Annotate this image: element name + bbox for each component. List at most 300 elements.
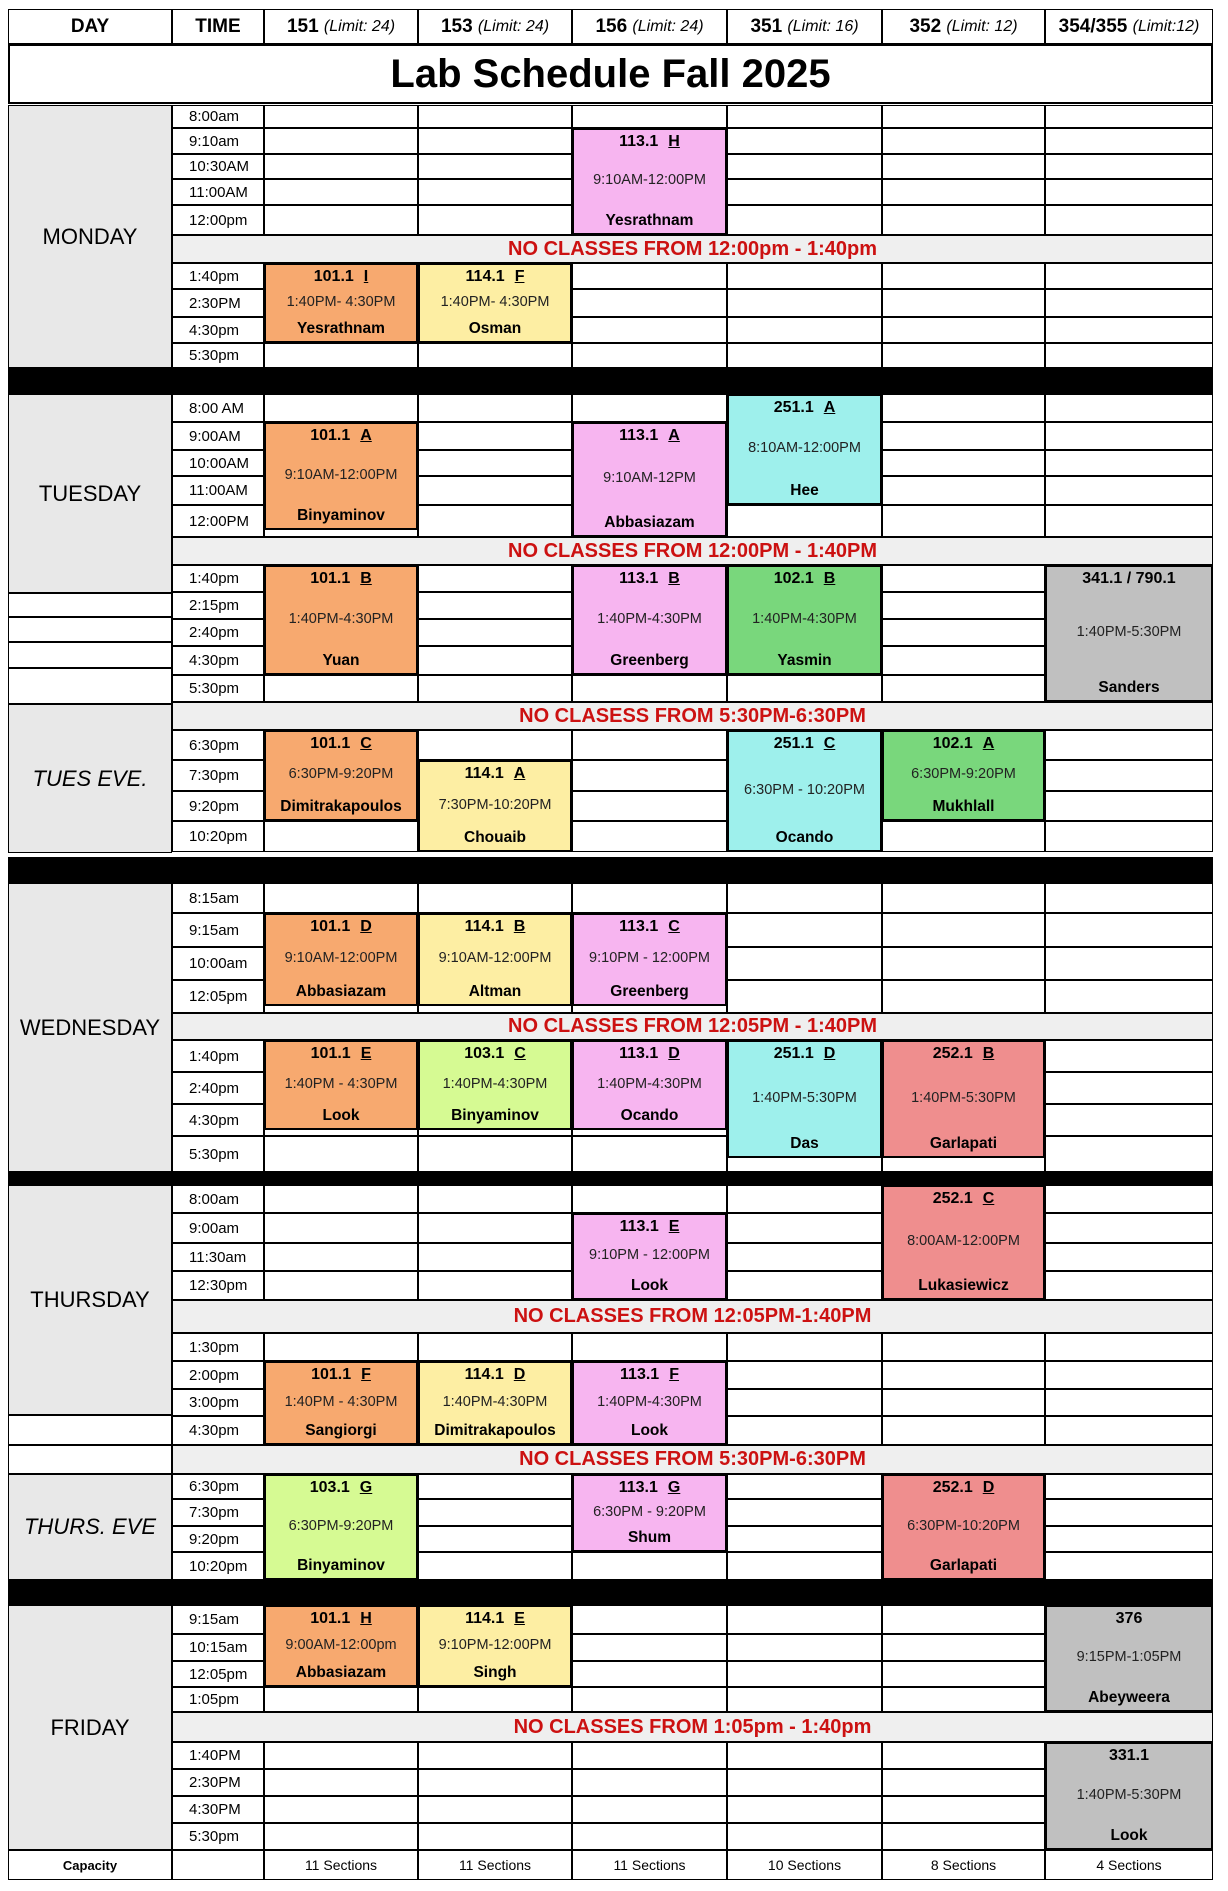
empty-slot[interactable] <box>1045 980 1213 1013</box>
empty-slot[interactable] <box>882 1605 1045 1634</box>
empty-slot[interactable] <box>882 1634 1045 1661</box>
class-block-tue-151-pm[interactable] <box>264 565 418 675</box>
class-block-fri-151[interactable] <box>264 1605 418 1687</box>
class-block-tue-351-pm[interactable] <box>727 565 882 675</box>
empty-slot[interactable] <box>572 263 727 289</box>
empty-slot[interactable] <box>727 1185 882 1213</box>
empty-slot[interactable] <box>572 1552 727 1580</box>
empty-slot[interactable] <box>264 343 418 368</box>
class-time: 9:10AM-12:00PM <box>593 172 706 189</box>
class-block-fri-354-am[interactable] <box>1045 1605 1213 1712</box>
empty-slot[interactable] <box>727 1271 882 1300</box>
empty-slot[interactable] <box>882 565 1045 592</box>
class-block-mon-151[interactable] <box>264 263 418 343</box>
empty-slot[interactable] <box>418 505 572 537</box>
empty-slot[interactable] <box>727 1389 882 1416</box>
empty-slot[interactable] <box>882 476 1045 505</box>
empty-slot[interactable] <box>727 1416 882 1445</box>
empty-slot[interactable] <box>882 980 1045 1013</box>
empty-slot[interactable] <box>264 883 418 913</box>
empty-slot[interactable] <box>264 1243 418 1271</box>
empty-slot[interactable] <box>418 105 572 128</box>
room-number: 151 <box>286 15 319 37</box>
empty-slot[interactable] <box>418 883 572 913</box>
empty-slot[interactable] <box>418 394 572 422</box>
class-block-wed-153-am[interactable] <box>418 913 572 1006</box>
class-time: 9:10AM-12:00PM <box>284 466 398 483</box>
time-label: 11:00AM <box>189 183 248 201</box>
empty-slot[interactable] <box>882 205 1045 235</box>
empty-slot[interactable] <box>727 675 882 702</box>
day-label-text: THURS. EVE <box>23 1514 157 1539</box>
instructor-name: Abbasiazam <box>295 982 387 1000</box>
empty-slot[interactable] <box>264 1796 418 1823</box>
empty-slot[interactable] <box>572 791 727 821</box>
empty-slot[interactable] <box>882 154 1045 179</box>
class-time: 1:40PM-4:30PM <box>752 610 857 627</box>
time-label: 9:00am <box>189 1219 240 1237</box>
time-slot-thurs_eve <box>172 1526 264 1552</box>
course-number: 101.1 <box>313 268 354 285</box>
empty-slot[interactable] <box>572 343 727 368</box>
empty-slot[interactable] <box>264 1742 418 1769</box>
instructor-name: Look <box>630 1421 669 1439</box>
time-slot-monday <box>172 317 264 343</box>
empty-slot[interactable] <box>727 289 882 317</box>
empty-slot[interactable] <box>418 1823 572 1850</box>
empty-slot[interactable] <box>1045 343 1213 368</box>
class-block-wed-156-pm[interactable] <box>572 1040 727 1130</box>
empty-slot[interactable] <box>727 1823 882 1850</box>
empty-slot[interactable] <box>882 1661 1045 1687</box>
empty-slot[interactable] <box>418 1136 572 1172</box>
time-slot-wednesday <box>172 980 264 1013</box>
empty-slot[interactable] <box>727 1661 882 1687</box>
empty-slot[interactable] <box>1045 1072 1213 1104</box>
empty-slot[interactable] <box>418 1271 572 1300</box>
time-label: 9:15am <box>189 921 240 939</box>
empty-slot[interactable] <box>727 205 882 235</box>
empty-slot[interactable] <box>572 1823 727 1850</box>
empty-slot[interactable] <box>1045 1499 1213 1526</box>
empty-slot[interactable] <box>882 646 1045 675</box>
instructor-name: Dimitrakapoulos <box>434 1421 556 1439</box>
class-time: 6:30PM - 9:20PM <box>593 1503 706 1520</box>
empty-slot[interactable] <box>1045 913 1213 947</box>
empty-slot[interactable] <box>264 179 418 205</box>
section-letter: D <box>668 1045 680 1062</box>
empty-slot[interactable] <box>882 422 1045 450</box>
header-time <box>172 9 264 44</box>
empty-slot[interactable] <box>882 1796 1045 1823</box>
empty-slot[interactable] <box>418 205 572 235</box>
empty-slot[interactable] <box>418 619 572 646</box>
empty-slot[interactable] <box>572 1185 727 1213</box>
empty-slot[interactable] <box>572 1769 727 1796</box>
empty-slot[interactable] <box>882 179 1045 205</box>
empty-slot[interactable] <box>264 1333 418 1361</box>
instructor-name: Look <box>630 1276 669 1294</box>
course-header <box>310 918 372 936</box>
class-block-thu-153-pm[interactable] <box>418 1361 572 1445</box>
empty-slot[interactable] <box>572 394 727 422</box>
empty-slot[interactable] <box>572 1136 727 1172</box>
empty-slot[interactable] <box>264 821 418 852</box>
class-block-thev-156[interactable] <box>572 1474 727 1552</box>
empty-slot[interactable] <box>1045 760 1213 791</box>
header-time-label: TIME <box>195 15 241 37</box>
empty-slot[interactable] <box>882 1742 1045 1769</box>
empty-slot[interactable] <box>418 1769 572 1796</box>
empty-slot[interactable] <box>572 1661 727 1687</box>
empty-slot[interactable] <box>882 913 1045 947</box>
course-number: 113.1 <box>619 133 659 150</box>
empty-slot[interactable] <box>1045 1416 1213 1445</box>
course-number: 101.1 <box>310 427 351 444</box>
empty-slot[interactable] <box>1045 1104 1213 1136</box>
empty-slot[interactable] <box>418 422 572 450</box>
class-block-mon-153[interactable] <box>418 263 572 343</box>
empty-slot[interactable] <box>727 1769 882 1796</box>
course-number: 114.1 <box>464 918 504 935</box>
day-label-tues_eve <box>8 704 172 853</box>
empty-slot[interactable] <box>572 1742 727 1769</box>
empty-slot[interactable] <box>882 450 1045 476</box>
empty-slot[interactable] <box>418 1474 572 1499</box>
instructor-name: Das <box>790 1134 819 1152</box>
time-label: 10:00AM <box>189 454 250 472</box>
class-block-tue-156-pm[interactable] <box>572 565 727 675</box>
day-label-text: TUES EVE. <box>32 765 148 791</box>
empty-slot[interactable] <box>882 592 1045 619</box>
empty-slot[interactable] <box>727 128 882 154</box>
room-limit: (Limit: 16) <box>787 17 859 35</box>
class-block-thu-151-pm[interactable] <box>264 1361 418 1445</box>
class-block-tue-156-am[interactable] <box>572 422 727 537</box>
empty-slot[interactable] <box>418 1499 572 1526</box>
time-label: 12:30pm <box>189 1277 248 1294</box>
course-header <box>464 1045 526 1063</box>
time-label: 4:30pm <box>189 1422 240 1439</box>
section-letter: B <box>982 1045 995 1062</box>
empty-slot[interactable] <box>418 1796 572 1823</box>
section-letter: D <box>823 1045 836 1062</box>
empty-slot[interactable] <box>572 760 727 791</box>
time-label: 9:10am <box>189 132 240 150</box>
class-block-wed-151-pm[interactable] <box>264 1040 418 1130</box>
section-letter: C <box>823 735 836 752</box>
empty-slot[interactable] <box>882 263 1045 289</box>
empty-slot[interactable] <box>572 289 727 317</box>
empty-slot[interactable] <box>882 128 1045 154</box>
class-block-thu-352-am[interactable] <box>882 1185 1045 1300</box>
empty-slot[interactable] <box>1045 791 1213 821</box>
course-number: 251.1 <box>773 1045 814 1062</box>
empty-slot[interactable] <box>882 394 1045 422</box>
empty-slot[interactable] <box>418 1687 572 1712</box>
empty-slot[interactable] <box>264 675 418 702</box>
class-time: 9:00AM-12:00pm <box>285 1636 397 1653</box>
empty-slot[interactable] <box>882 1687 1045 1712</box>
empty-slot[interactable] <box>727 1526 882 1552</box>
empty-slot[interactable] <box>727 1361 882 1389</box>
empty-slot[interactable] <box>727 1213 882 1243</box>
empty-slot[interactable] <box>727 1742 882 1769</box>
empty-slot[interactable] <box>727 179 882 205</box>
empty-slot[interactable] <box>264 1136 418 1172</box>
empty-slot[interactable] <box>418 179 572 205</box>
class-block-tue-354-pm[interactable] <box>1045 565 1213 702</box>
empty-slot[interactable] <box>882 619 1045 646</box>
section-letter: C <box>514 1045 526 1062</box>
empty-slot[interactable] <box>1045 263 1213 289</box>
course-header <box>619 1479 681 1497</box>
class-block-mon-156[interactable] <box>572 128 727 235</box>
empty-slot[interactable] <box>418 592 572 619</box>
empty-slot[interactable] <box>264 154 418 179</box>
empty-slot[interactable] <box>882 675 1045 702</box>
empty-slot[interactable] <box>1045 1333 1213 1361</box>
empty-slot[interactable] <box>882 1389 1045 1416</box>
header-day <box>8 9 172 44</box>
empty-slot[interactable] <box>572 1634 727 1661</box>
empty-slot[interactable] <box>1045 1243 1213 1271</box>
empty-slot[interactable] <box>727 343 882 368</box>
class-time: 9:10AM-12PM <box>603 470 696 487</box>
empty-slot[interactable] <box>1045 1552 1213 1580</box>
capacity-value-text: 8 Sections <box>930 1857 997 1873</box>
empty-slot[interactable] <box>418 476 572 505</box>
class-block-tev-151[interactable] <box>264 730 418 821</box>
empty-slot[interactable] <box>727 1552 882 1580</box>
empty-slot[interactable] <box>1045 128 1213 154</box>
empty-slot[interactable] <box>1045 1389 1213 1416</box>
empty-slot[interactable] <box>1045 289 1213 317</box>
class-time: 9:10PM - 12:00PM <box>589 950 710 967</box>
empty-slot[interactable] <box>264 128 418 154</box>
empty-slot[interactable] <box>572 1796 727 1823</box>
empty-slot[interactable] <box>418 675 572 702</box>
empty-slot[interactable] <box>882 289 1045 317</box>
class-block-tev-153[interactable] <box>418 760 572 852</box>
empty-slot[interactable] <box>418 1526 572 1552</box>
empty-slot[interactable] <box>1045 1040 1213 1072</box>
time-slot-wednesday <box>172 913 264 947</box>
day-label-thurs_eve <box>8 1474 172 1580</box>
empty-slot[interactable] <box>727 1605 882 1634</box>
empty-slot[interactable] <box>882 947 1045 980</box>
class-block-fri-153[interactable] <box>418 1605 572 1687</box>
empty-slot[interactable] <box>1045 105 1213 128</box>
empty-slot[interactable] <box>1045 317 1213 343</box>
class-block-wed-351-pm[interactable] <box>727 1040 882 1158</box>
course-header <box>619 918 680 936</box>
course-header <box>933 1190 995 1208</box>
instructor-name: Yasmin <box>777 651 832 669</box>
empty-slot[interactable] <box>882 505 1045 537</box>
empty-slot[interactable] <box>572 821 727 852</box>
empty-slot[interactable] <box>1045 1213 1213 1243</box>
time-label: 2:40pm <box>189 1079 240 1097</box>
empty-slot[interactable] <box>1045 154 1213 179</box>
empty-slot[interactable] <box>418 1333 572 1361</box>
instructor-name: Abbasiazam <box>295 1663 387 1681</box>
empty-slot[interactable] <box>264 394 418 422</box>
empty-slot[interactable] <box>572 883 727 913</box>
empty-slot[interactable] <box>264 1769 418 1796</box>
empty-slot[interactable] <box>882 883 1045 913</box>
empty-slot[interactable] <box>727 1333 882 1361</box>
empty-slot[interactable] <box>727 1687 882 1712</box>
course-number: 113.1 <box>620 1366 660 1383</box>
empty-slot[interactable] <box>1045 179 1213 205</box>
empty-slot[interactable] <box>1045 1271 1213 1300</box>
empty-slot[interactable] <box>418 1243 572 1271</box>
empty-slot[interactable] <box>1045 422 1213 450</box>
empty-slot[interactable] <box>1045 1185 1213 1213</box>
no-classes-text: NO CLASSES FROM 1:05pm - 1:40pm <box>513 1715 872 1738</box>
empty-slot[interactable] <box>727 154 882 179</box>
empty-slot[interactable] <box>418 128 572 154</box>
empty-slot[interactable] <box>572 730 727 760</box>
empty-slot[interactable] <box>727 1243 882 1271</box>
empty-slot[interactable] <box>882 1769 1045 1796</box>
class-time: 6:30PM - 10:20PM <box>744 781 865 798</box>
class-block-wed-352-pm[interactable] <box>882 1040 1045 1158</box>
class-block-fri-354-pm[interactable] <box>1045 1742 1213 1850</box>
time-slot-friday <box>172 1661 264 1687</box>
class-block-tue-151-am[interactable] <box>264 422 418 530</box>
class-block-tue-351-am[interactable] <box>727 394 882 505</box>
empty-slot[interactable] <box>727 105 882 128</box>
section-letter: E <box>514 1610 525 1627</box>
empty-slot[interactable] <box>882 1361 1045 1389</box>
header-room-153 <box>418 9 572 44</box>
class-block-wed-151-am[interactable] <box>264 913 418 1006</box>
empty-slot[interactable] <box>572 1333 727 1361</box>
time-label: 6:30pm <box>189 1478 240 1495</box>
empty-slot[interactable] <box>1045 1361 1213 1389</box>
empty-slot[interactable] <box>1045 205 1213 235</box>
class-block-wed-153-pm[interactable] <box>418 1040 572 1130</box>
empty-slot[interactable] <box>418 646 572 675</box>
empty-slot[interactable] <box>1045 821 1213 852</box>
empty-slot[interactable] <box>572 675 727 702</box>
empty-slot[interactable] <box>1045 947 1213 980</box>
time-slot-tuesday <box>172 476 264 505</box>
empty-slot[interactable] <box>572 317 727 343</box>
empty-slot[interactable] <box>418 730 572 760</box>
empty-slot[interactable] <box>727 1634 882 1661</box>
empty-slot[interactable] <box>882 1333 1045 1361</box>
empty-slot[interactable] <box>727 1474 882 1499</box>
empty-slot[interactable] <box>727 883 882 913</box>
instructor-name: Yuan <box>322 651 360 669</box>
empty-slot[interactable] <box>1045 1526 1213 1552</box>
empty-slot[interactable] <box>418 1742 572 1769</box>
time-slot-thursday <box>172 1243 264 1271</box>
empty-slot[interactable] <box>882 1416 1045 1445</box>
empty-slot[interactable] <box>1045 883 1213 913</box>
empty-slot[interactable] <box>418 565 572 592</box>
empty-slot[interactable] <box>727 263 882 289</box>
empty-slot[interactable] <box>727 913 882 947</box>
empty-slot[interactable] <box>1045 476 1213 505</box>
empty-slot[interactable] <box>264 1213 418 1243</box>
empty-slot[interactable] <box>572 1687 727 1712</box>
class-block-thu-156-am[interactable] <box>572 1213 727 1300</box>
class-block-wed-156-am[interactable] <box>572 913 727 1006</box>
class-time: 6:30PM-9:20PM <box>288 766 394 783</box>
class-block-thev-151[interactable] <box>264 1474 418 1580</box>
class-block-thu-156-pm[interactable] <box>572 1361 727 1445</box>
class-block-thev-352[interactable] <box>882 1474 1045 1580</box>
empty-slot[interactable] <box>727 317 882 343</box>
class-block-tev-351[interactable] <box>727 730 882 852</box>
instructor-name: Dimitrakapoulos <box>280 797 402 815</box>
empty-slot[interactable] <box>882 105 1045 128</box>
course-number: 252.1 <box>932 1190 973 1207</box>
empty-slot[interactable] <box>882 1823 1045 1850</box>
time-label: 5:30pm <box>189 347 240 364</box>
empty-slot[interactable] <box>418 154 572 179</box>
empty-slot[interactable] <box>882 317 1045 343</box>
empty-slot[interactable] <box>572 105 727 128</box>
empty-slot[interactable] <box>882 343 1045 368</box>
empty-slot[interactable] <box>1045 450 1213 476</box>
empty-slot[interactable] <box>572 1605 727 1634</box>
empty-slot[interactable] <box>1045 505 1213 537</box>
page-title <box>8 44 1213 104</box>
empty-slot[interactable] <box>1045 1136 1213 1172</box>
course-number: 376 <box>1115 1610 1143 1627</box>
empty-slot[interactable] <box>264 1687 418 1712</box>
empty-slot[interactable] <box>264 205 418 235</box>
time-slot-tuesday <box>172 675 264 702</box>
section-letter: D <box>360 918 372 935</box>
empty-slot[interactable] <box>727 1499 882 1526</box>
capacity-value <box>572 1850 727 1880</box>
empty-slot[interactable] <box>1045 1474 1213 1499</box>
empty-slot[interactable] <box>418 1552 572 1580</box>
empty-slot[interactable] <box>727 980 882 1013</box>
time-slot-thursday <box>172 1185 264 1213</box>
empty-slot[interactable] <box>1045 394 1213 422</box>
empty-slot[interactable] <box>418 343 572 368</box>
course-number: 101.1 <box>310 918 351 935</box>
empty-slot[interactable] <box>418 1185 572 1213</box>
course-header <box>310 570 372 588</box>
section-letter: H <box>668 133 680 150</box>
empty-slot[interactable] <box>727 947 882 980</box>
course-header <box>465 1366 526 1384</box>
empty-slot[interactable] <box>264 1823 418 1850</box>
course-header <box>465 765 526 783</box>
empty-slot[interactable] <box>264 1185 418 1213</box>
empty-slot[interactable] <box>418 450 572 476</box>
day-label-text: MONDAY <box>42 223 138 249</box>
empty-slot[interactable] <box>264 105 418 128</box>
empty-slot[interactable] <box>727 505 882 537</box>
empty-slot[interactable] <box>418 1213 572 1243</box>
class-block-tev-352[interactable] <box>882 730 1045 821</box>
time-label: 8:00 AM <box>189 399 245 417</box>
empty-slot[interactable] <box>727 1796 882 1823</box>
empty-slot[interactable] <box>264 1271 418 1300</box>
empty-slot[interactable] <box>882 821 1045 852</box>
section-letter: C <box>360 735 372 752</box>
empty-slot[interactable] <box>1045 730 1213 760</box>
